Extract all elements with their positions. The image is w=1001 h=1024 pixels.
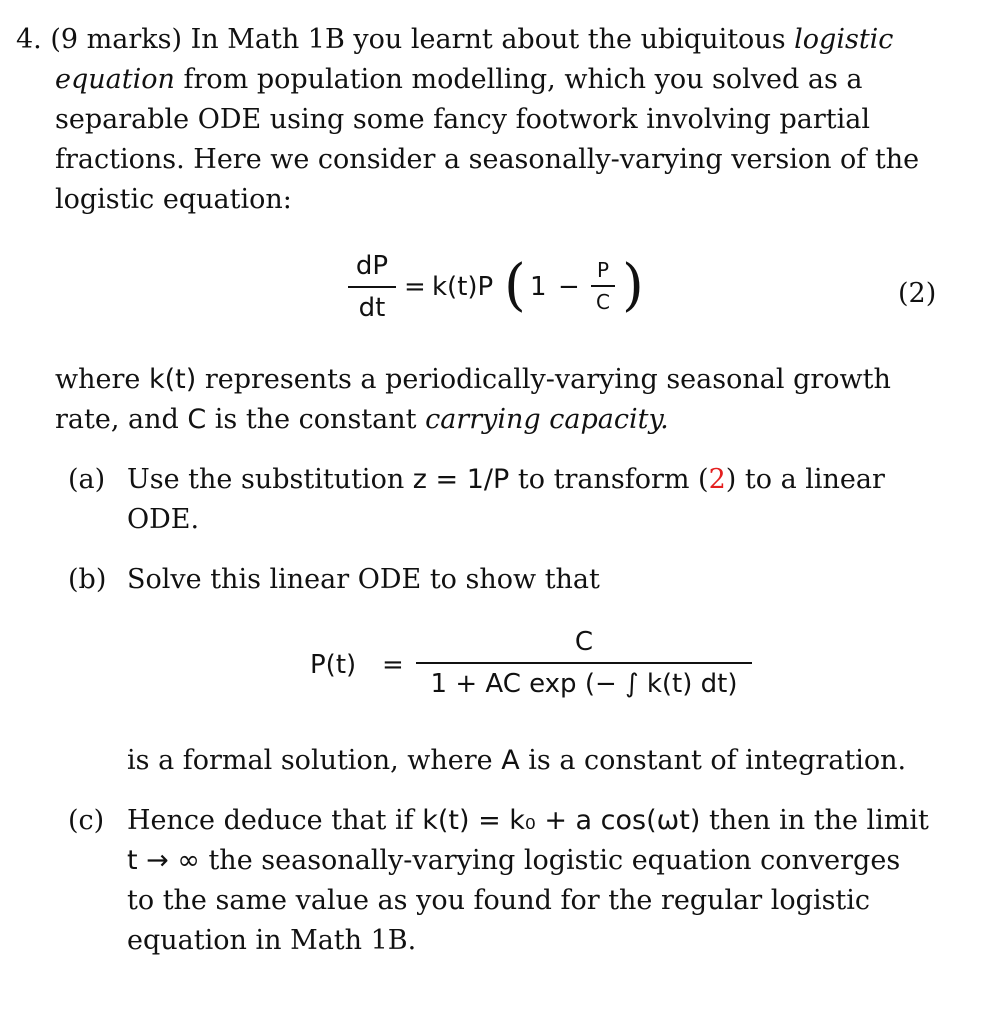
intro-emph-logistic: logistic — [794, 24, 894, 55]
fraction-bar — [591, 285, 615, 287]
part-b-label: (b) — [68, 564, 107, 595]
part-a-label: (a) — [68, 464, 106, 495]
rhs-kP: k(t)P — [432, 272, 494, 302]
eq-lhs: P(t) — [310, 650, 357, 680]
fraction-denominator: 1 + AC exp (− ∫ k(t) dt) — [430, 669, 738, 699]
question-number: 4. — [16, 24, 42, 55]
equation-tag: (2) — [898, 278, 937, 309]
equation-P-of-t — [310, 626, 770, 718]
where-text: where — [55, 364, 149, 395]
eq-equals: = — [382, 650, 404, 680]
part-a-text: to transform ( — [509, 464, 709, 495]
carrying-capacity-emph: carrying capacity. — [425, 404, 669, 435]
intro-text: from population modelling, which you solved as a — [183, 64, 863, 95]
where-text: represents a periodically-varying seasonal growth — [196, 364, 891, 395]
constant-A-math: A — [501, 745, 520, 776]
part-c-text: then in the limit — [700, 805, 929, 836]
left-paren: ( — [504, 253, 526, 318]
k-of-t-math: k(t) = k₀ + a cos(ωt) — [422, 805, 701, 836]
fraction-bar — [348, 286, 396, 288]
intro-line-5: logistic equation: — [55, 184, 292, 215]
fraction-P-C — [588, 258, 618, 314]
question-header — [16, 20, 893, 60]
fraction-denominator: C — [596, 290, 610, 314]
part-c-text: Hence deduce that if — [127, 805, 423, 836]
equation-ref-link[interactable]: 2 — [708, 464, 726, 495]
part-a-line-2: ODE. — [127, 504, 200, 535]
fraction-numerator: P — [596, 258, 610, 282]
intro-text: In Math 1B you learnt about the ubiquitous — [190, 24, 786, 55]
part-b-line-1: Solve this linear ODE to show that — [127, 564, 600, 595]
part-b-text: is a formal solution, where — [127, 745, 502, 776]
where-line-2 — [55, 400, 669, 440]
intro-line-3: separable ODE using some fancy footwork involving partial — [55, 104, 871, 135]
where-text: is the constant — [206, 404, 426, 435]
where-k-math: k(t) — [148, 364, 197, 395]
solution-fraction — [414, 626, 754, 700]
part-c-line-2 — [127, 841, 900, 881]
fraction-bar — [416, 662, 752, 664]
part-a-text: Use the substitution — [127, 464, 413, 495]
part-c-line-1 — [127, 801, 929, 841]
where-line-1 — [55, 360, 891, 400]
inner-one: 1 — [530, 272, 547, 302]
question-marks: (9 marks) — [50, 24, 183, 55]
part-c-line-4: equation in Math 1B. — [127, 925, 417, 956]
inner-minus: − — [558, 272, 580, 302]
part-c-line-3: to the same value as you found for the regular logistic — [127, 885, 871, 916]
intro-line-4: fractions. Here we consider a seasonally-varying version of the — [55, 144, 920, 175]
part-a-text: ) to a linear — [725, 464, 885, 495]
substitution-math: z = 1/P — [412, 464, 510, 495]
part-c-text: the seasonally-varying logistic equation converges — [199, 845, 901, 876]
part-a-line-1 — [127, 460, 885, 500]
right-paren: ) — [622, 253, 644, 318]
intro-line-2 — [55, 60, 863, 100]
equals-sign: = — [404, 272, 426, 302]
fraction-denominator: dt — [358, 293, 386, 323]
part-c-label: (c) — [68, 805, 105, 836]
where-C-math: C — [187, 404, 207, 435]
part-b-text: is a constant of integration. — [519, 745, 907, 776]
fraction-numerator: C — [574, 627, 594, 657]
equation-2 — [346, 248, 666, 332]
intro-emph-equation: equation — [55, 64, 175, 95]
part-b-after — [127, 741, 906, 781]
limit-math: t → ∞ — [127, 845, 200, 876]
where-text: rate, and — [55, 404, 188, 435]
fraction-numerator: dP — [355, 251, 389, 281]
fraction-dP-dt — [346, 250, 398, 324]
